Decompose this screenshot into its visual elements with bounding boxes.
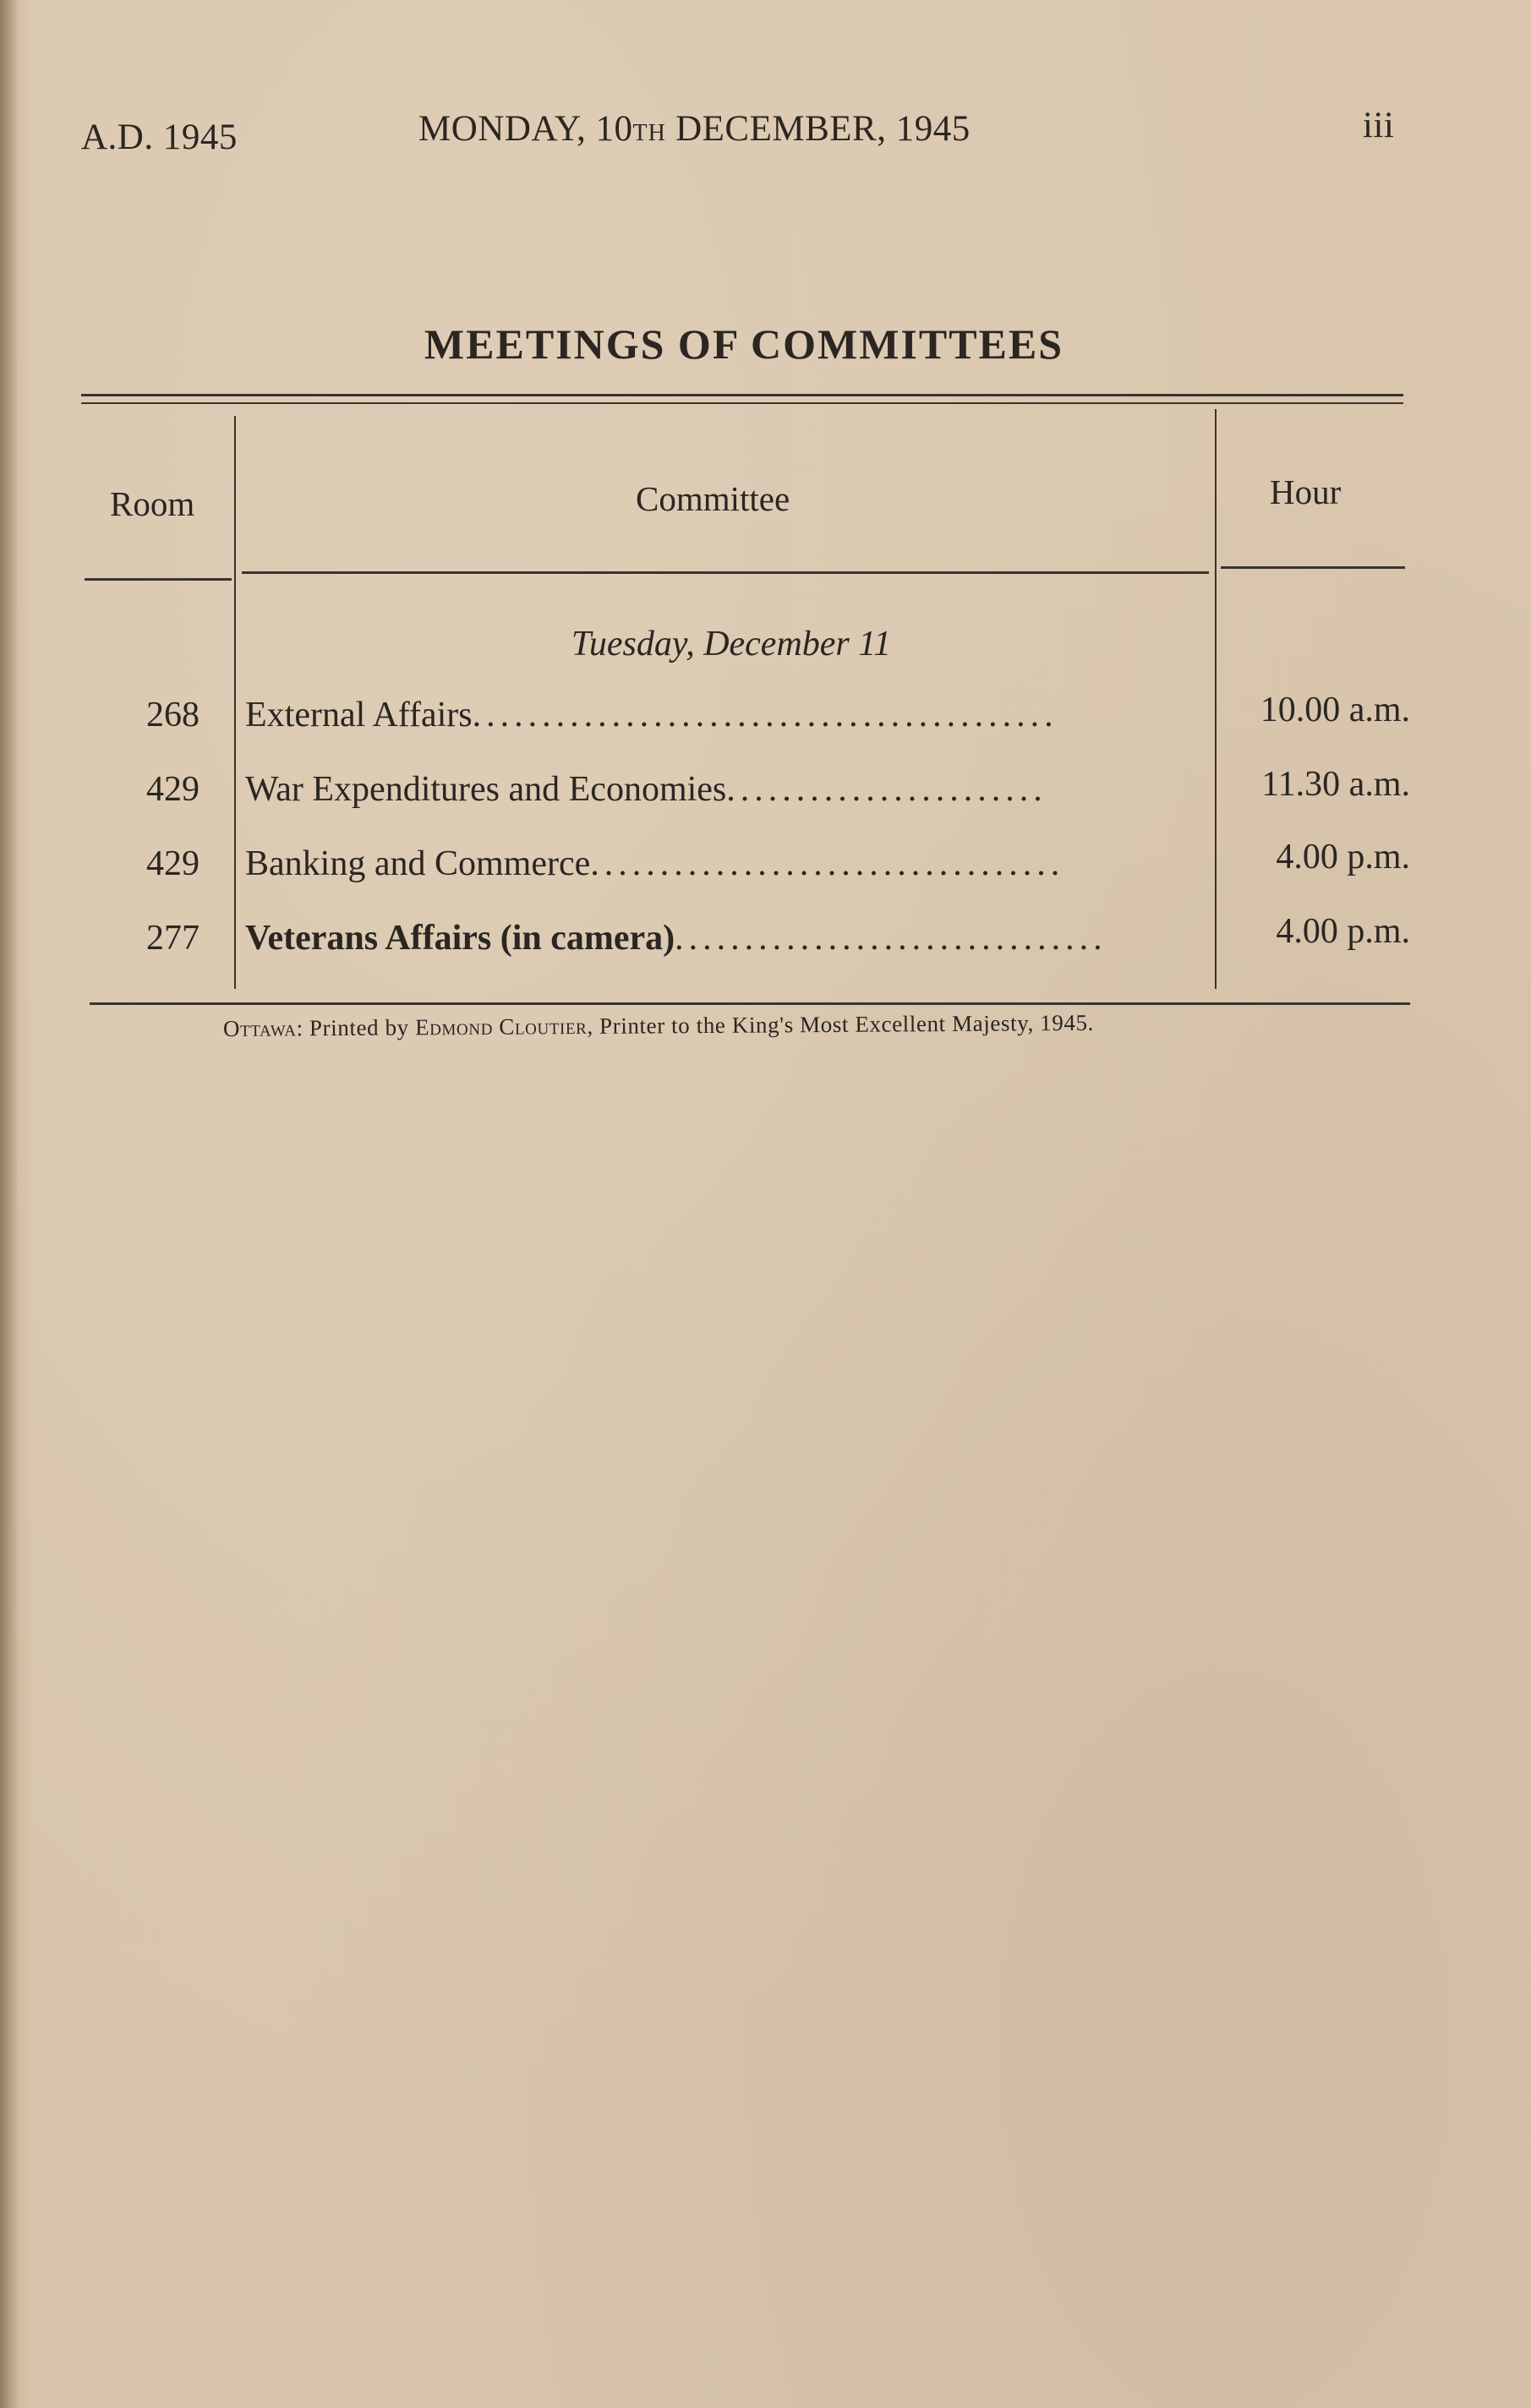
dot-leader: ............................... bbox=[675, 919, 1107, 958]
committee-label: External Affairs bbox=[245, 696, 473, 734]
meeting-hour: 10.00 a.m. bbox=[1260, 691, 1410, 729]
running-head-date-rest: DECEMBER, 1945 bbox=[665, 109, 971, 149]
table-row bbox=[0, 691, 1531, 745]
room-number: 268 bbox=[146, 696, 200, 734]
imprint-printer: Edmond Cloutier bbox=[414, 1013, 588, 1040]
imprint-city: Ottawa bbox=[222, 1015, 297, 1041]
table-row bbox=[0, 838, 1531, 894]
table-row bbox=[0, 765, 1531, 820]
committee-name bbox=[245, 769, 1206, 810]
column-header-hour: Hour bbox=[1270, 472, 1342, 511]
page-title: MEETINGS OF COMMITTEES bbox=[424, 320, 1064, 368]
column-header-committee: Committee bbox=[636, 479, 790, 518]
imprint-printed-by: : Printed by bbox=[296, 1014, 416, 1041]
room-number: 429 bbox=[146, 844, 200, 883]
table-top-rule-secondary bbox=[81, 402, 1403, 404]
dot-leader: .................................. bbox=[590, 844, 1065, 883]
dot-leader: ....................... bbox=[726, 770, 1047, 809]
header-underline-committee bbox=[242, 571, 1209, 574]
meeting-hour: 4.00 p.m. bbox=[1276, 838, 1410, 876]
committee-name bbox=[245, 918, 1206, 958]
header-underline-hour bbox=[1221, 566, 1405, 569]
running-head-date-ordinal: TH bbox=[632, 120, 666, 146]
committee-label: War Expenditures and Economies bbox=[245, 770, 727, 809]
day-heading: Tuesday, December 11 bbox=[571, 625, 892, 663]
running-head-year: A.D. 1945 bbox=[81, 117, 238, 157]
committee-name bbox=[245, 695, 1206, 735]
page-number: iii bbox=[1363, 106, 1395, 145]
committee-name bbox=[245, 844, 1206, 884]
committee-label: Banking and Commerce bbox=[245, 844, 591, 883]
running-head-date bbox=[418, 108, 971, 150]
committee-label: Veterans Affairs (in camera) bbox=[245, 919, 675, 958]
header-underline-room bbox=[85, 578, 232, 581]
meeting-hour: 11.30 a.m. bbox=[1261, 765, 1410, 804]
running-head-date-prefix: MONDAY, 10 bbox=[418, 109, 633, 149]
dot-leader: .......................................... bbox=[472, 696, 1058, 734]
imprint-rest: , Printer to the King's Most Excellent Majesty, 1945. bbox=[587, 1009, 1095, 1039]
room-number: 277 bbox=[146, 919, 200, 958]
running-head bbox=[0, 108, 1531, 159]
room-number: 429 bbox=[146, 770, 200, 809]
meeting-hour: 4.00 p.m. bbox=[1276, 912, 1410, 951]
table-top-rule bbox=[81, 394, 1403, 396]
column-header-room: Room bbox=[110, 484, 195, 523]
table-bottom-rule bbox=[90, 1002, 1410, 1005]
printer-imprint bbox=[223, 1010, 1094, 1042]
table-row bbox=[0, 912, 1531, 969]
